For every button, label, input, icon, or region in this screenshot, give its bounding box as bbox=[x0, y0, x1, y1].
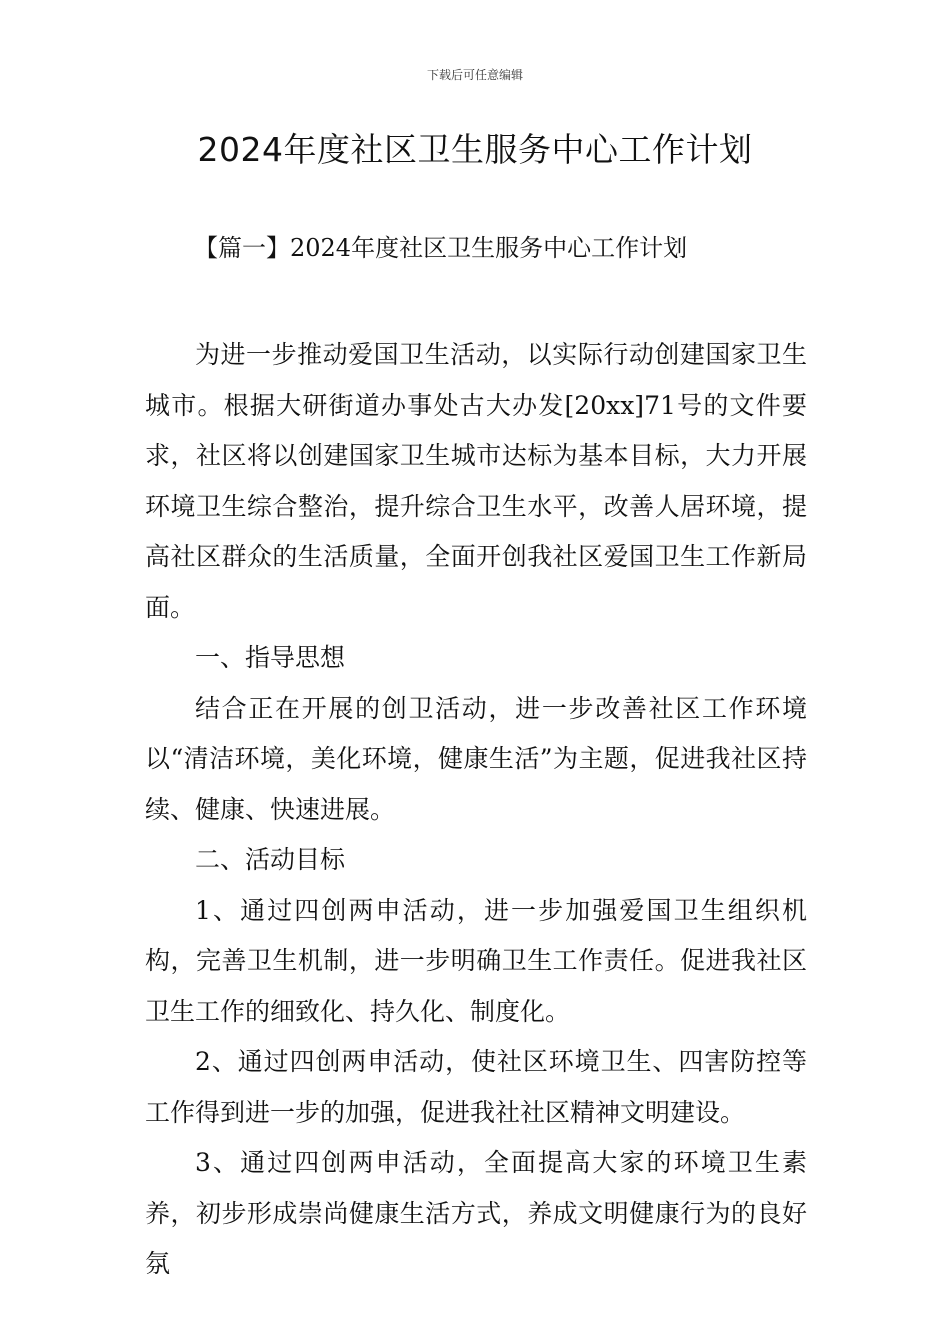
paragraph-intro: 为进一步推动爱国卫生活动，以实际行动创建国家卫生城市。根据大研街道办事处古大办发[20xx]71号的文件要求，社区将以创建国家卫生城市达标为基本目标，大力开展环境卫生综合整治，提升综合卫生水平，改善人居环境，提高社区群众的生活质量，全面开创我社区爱国卫生工作新局面。 bbox=[145, 340, 807, 622]
document-title: 2024年度社区卫生服务中心工作计划 bbox=[197, 130, 753, 169]
heading-guiding-ideology: 一、指导思想 bbox=[195, 643, 346, 672]
paragraph-goal-3: 3、通过四创两申活动，全面提高大家的环境卫生素养，初步形成崇尚健康生活方式，养成文明健康行为的良好氛 bbox=[145, 1148, 807, 1278]
document-body bbox=[145, 330, 807, 1290]
paragraph-goal-1: 1、通过四创两申活动，进一步加强爱国卫生组织机构，完善卫生机制，进一步明确卫生工作责任。促进我社区卫生工作的细致化、持久化、制度化。 bbox=[145, 895, 807, 1026]
header-note: 下载后可任意编辑 bbox=[426, 68, 523, 82]
paragraph-guiding-ideology: 结合正在开展的创卫活动，进一步改善社区工作环境以“清洁环境，美化环境，健康生活”为主题，促进我社区持续、健康、快速进展。 bbox=[145, 693, 807, 824]
heading-activity-goals: 二、活动目标 bbox=[195, 845, 346, 874]
section-heading: 【篇一】2024年度社区卫生服务中心工作计划 bbox=[194, 234, 688, 262]
paragraph-goal-2: 2、通过四创两申活动，使社区环境卫生、四害防控等工作得到进一步的加强，促进我社社区精神文明建设。 bbox=[145, 1047, 807, 1127]
